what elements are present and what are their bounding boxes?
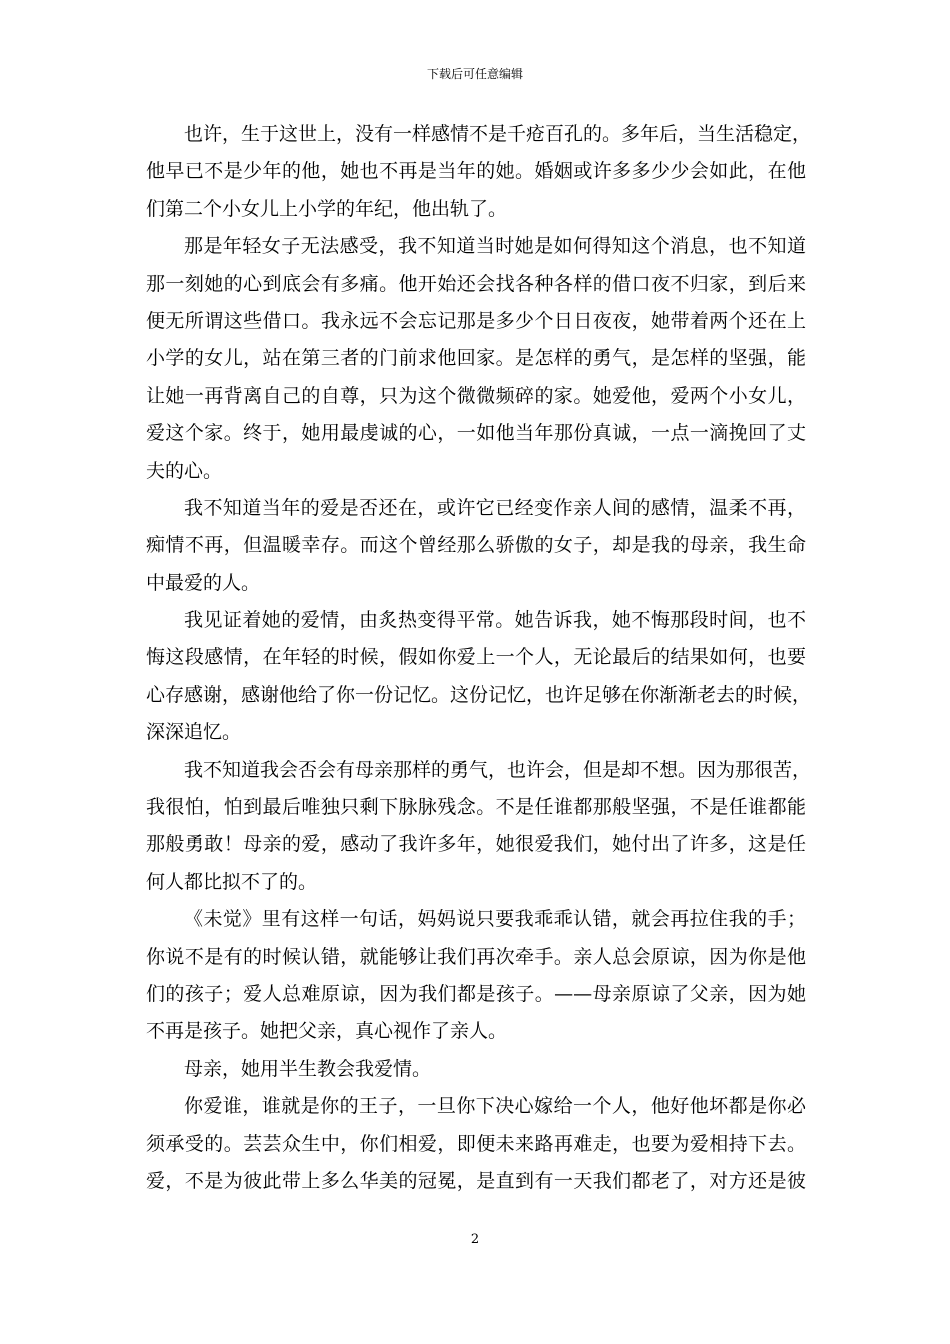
text-line: 深深追忆。 bbox=[146, 721, 242, 744]
document-body bbox=[146, 116, 812, 1200]
text-line: 《未觉》里有这样一句话，妈妈说只要我乖乖认错，就会再拉住我的手； bbox=[184, 908, 806, 931]
text-line: 那般勇敢！母亲的爱，感动了我许多年，她很爱我们，她付出了许多，这是任 bbox=[146, 833, 806, 856]
paragraph-4 bbox=[146, 602, 812, 752]
text-line: 小学的女儿，站在第三者的门前求他回家。是怎样的勇气，是怎样的坚强，能 bbox=[146, 347, 806, 370]
page-header: 下载后可任意编辑 bbox=[426, 67, 523, 81]
page-number: 2 bbox=[470, 1232, 480, 1247]
text-line: 他早已不是少年的他，她也不再是当年的她。婚姻或许多多少少会如此，在他 bbox=[146, 160, 806, 183]
paragraph-1 bbox=[146, 116, 812, 228]
text-line: 须承受的。芸芸众生中，你们相爱，即便未来路再难走，也要为爱相持下去。 bbox=[146, 1132, 806, 1155]
text-line: 们的孩子；爱人总难原谅，因为我们都是孩子。——母亲原谅了父亲，因为她 bbox=[146, 982, 806, 1005]
text-line: 悔这段感情，在年轻的时候，假如你爱上一个人，无论最后的结果如何，也要 bbox=[146, 646, 806, 669]
text-line: 那一刻她的心到底会有多痛。他开始还会找各种各样的借口夜不归家，到后来 bbox=[146, 272, 806, 295]
text-line: 我很怕，怕到最后唯独只剩下脉脉残念。不是任谁都那般坚强，不是任谁都能 bbox=[146, 796, 806, 819]
text-line: 便无所谓这些借口。我永远不会忘记那是多少个日日夜夜，她带着两个还在上 bbox=[146, 309, 806, 332]
text-line: 夫的心。 bbox=[146, 459, 223, 482]
text-line: 你说不是有的时候认错，就能够让我们再次牵手。亲人总会原谅，因为你是他 bbox=[146, 945, 806, 968]
text-line: 们第二个小女儿上小学的年纪，他出轨了。 bbox=[146, 197, 508, 220]
text-line: 爱这个家。终于，她用最虔诚的心，一如他当年那份真诚，一点一滴挽回了丈 bbox=[146, 422, 806, 445]
text-line: 不再是孩子。她把父亲，真心视作了亲人。 bbox=[146, 1020, 508, 1043]
text-line: 让她一再背离自己的自尊，只为这个微微频碎的家。她爱他，爱两个小女儿， bbox=[146, 384, 806, 407]
paragraph-7 bbox=[146, 1051, 806, 1088]
text-line: 爱，不是为彼此带上多么华美的冠冕，是直到有一天我们都老了，对方还是彼 bbox=[146, 1169, 806, 1192]
text-line: 我不知道我会否会有母亲那样的勇气，也许会，但是却不想。因为那很苦， bbox=[184, 758, 812, 781]
text-line: 那是年轻女子无法感受，我不知道当时她是如何得知这个消息，也不知道 bbox=[184, 235, 806, 258]
paragraph-6 bbox=[146, 901, 806, 1051]
paragraph-8 bbox=[146, 1088, 806, 1200]
text-line: 你爱谁，谁就是你的王子，一旦你下决心嫁给一个人，他好他坏都是你必 bbox=[184, 1095, 806, 1118]
text-line: 中最爱的人。 bbox=[146, 571, 261, 594]
text-line: 我不知道当年的爱是否还在，或许它已经变作亲人间的感情，温柔不再， bbox=[184, 496, 806, 519]
text-line: 也许，生于这世上，没有一样感情不是千疮百孔的。多年后，当生活稳定， bbox=[184, 123, 812, 145]
text-line: 何人都比拟不了的。 bbox=[146, 870, 318, 893]
text-line: 心存感谢，感谢他给了你一份记忆。这份记忆，也许足够在你渐渐老去的时候， bbox=[146, 683, 812, 706]
paragraph-5 bbox=[146, 752, 812, 902]
text-line: 我见证着她的爱情，由炙热变得平常。她告诉我，她不悔那段时间，也不 bbox=[184, 609, 806, 632]
text-line: 痴情不再，但温暖幸存。而这个曾经那么骄傲的女子，却是我的母亲，我生命 bbox=[146, 534, 806, 557]
paragraph-2 bbox=[146, 228, 806, 490]
paragraph-3 bbox=[146, 490, 806, 602]
text-line: 母亲，她用半生教会我爱情。 bbox=[184, 1057, 432, 1080]
